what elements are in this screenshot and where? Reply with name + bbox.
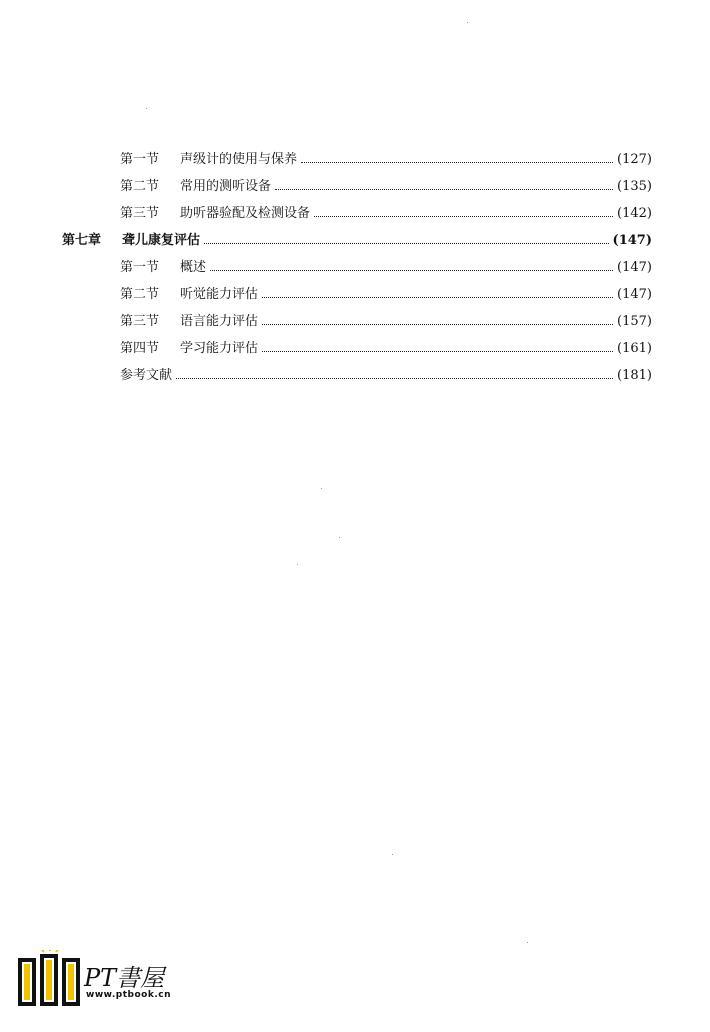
scan-speck <box>146 108 147 109</box>
scan-speck <box>339 537 340 538</box>
toc-section-number: 第二节 <box>120 286 160 302</box>
toc-title: 听觉能力评估 <box>180 286 259 302</box>
toc-entry[interactable] <box>120 335 652 361</box>
toc-title: 常用的测听设备 <box>180 178 272 194</box>
toc-section-number: 第一节 <box>120 151 160 167</box>
toc-section-number: 第三节 <box>120 313 160 329</box>
toc-title: 参考文献 <box>120 367 173 383</box>
toc-page-number: (147) <box>612 232 652 248</box>
toc-entry[interactable] <box>120 200 652 226</box>
toc-entry[interactable] <box>120 254 652 280</box>
toc-section-number: 第三节 <box>120 205 160 221</box>
toc-page-number: (147) <box>617 286 652 302</box>
toc-title: 助听器验配及检测设备 <box>180 205 311 221</box>
toc-entry[interactable] <box>120 281 652 307</box>
scan-speck <box>297 564 298 565</box>
toc-title: 学习能力评估 <box>180 340 259 356</box>
toc-page-number: (161) <box>617 340 652 356</box>
watermark-url: www.ptbook.cn <box>86 990 171 1000</box>
leader-dots <box>210 269 613 271</box>
leader-dots <box>275 188 613 190</box>
toc-section-number: 第一节 <box>120 259 160 275</box>
toc-title: 语言能力评估 <box>180 313 259 329</box>
leader-dots <box>204 242 609 244</box>
leader-dots <box>262 296 613 298</box>
toc-section-number: 第四节 <box>120 340 160 356</box>
toc-chapter-title: 聋儿康复评估 <box>122 232 201 248</box>
watermark-brand: PT書屋 <box>84 964 165 992</box>
leader-dots <box>314 215 613 217</box>
toc-entry[interactable] <box>120 173 652 199</box>
toc-title: 概述 <box>180 259 207 275</box>
leader-dots <box>262 350 613 352</box>
toc-chapter-entry[interactable] <box>62 227 652 253</box>
toc-title: 声级计的使用与保养 <box>180 151 298 167</box>
toc-section-number: 第二节 <box>120 178 160 194</box>
toc-page-number: (181) <box>617 367 652 383</box>
leader-dots <box>301 161 613 163</box>
leader-dots <box>176 377 613 379</box>
scan-speck <box>467 22 468 23</box>
toc-entry-references[interactable] <box>120 362 652 388</box>
toc-page-number: (157) <box>617 313 652 329</box>
toc-page-number: (135) <box>617 178 652 194</box>
toc-chapter-number: 第七章 <box>62 232 102 248</box>
toc-page-number: (147) <box>617 259 652 275</box>
leader-dots <box>262 323 613 325</box>
toc-entry[interactable] <box>120 308 652 334</box>
toc-entry[interactable] <box>120 146 652 172</box>
toc-page-number: (142) <box>617 205 652 221</box>
scan-speck <box>527 942 528 943</box>
scan-speck <box>321 488 322 489</box>
toc-page-number: (127) <box>617 151 652 167</box>
scan-speck <box>392 854 393 855</box>
